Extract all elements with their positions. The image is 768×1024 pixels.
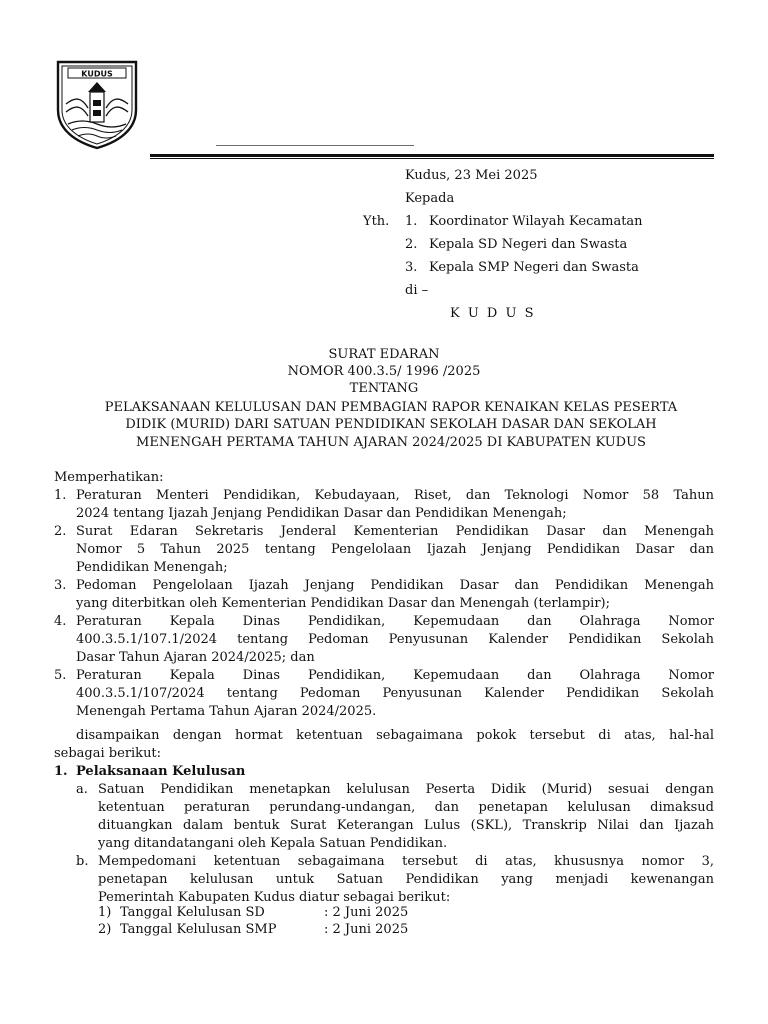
recipient-num: 2.: [405, 237, 418, 252]
letterhead-link-underline: [216, 145, 414, 146]
recipient-num: 3.: [405, 260, 418, 275]
item-line: 2024 tentang Ijazah Jenjang Pendidikan Dasar dan Pendidikan Menengah;: [76, 506, 567, 521]
yth-label: Yth.: [363, 214, 390, 229]
date-value-sd: : 2 Juni 2025: [324, 905, 409, 920]
item-letter: b.: [76, 854, 89, 869]
item-line: 400.3.5.1/107.1/2024 tentang Pedoman Penyusunan Kalender Pendidikan Sekolah: [76, 632, 714, 647]
item-line: Dasar Tahun Ajaran 2024/2025; dan: [76, 650, 315, 665]
item-line: penetapan kelulusan untuk Satuan Pendidikan yang menjadi kewenangan: [98, 872, 714, 887]
date-number: 1): [98, 905, 112, 920]
item-line: Pemerintah Kabupaten Kudus diatur sebagai berikut:: [98, 890, 451, 905]
letterhead-rule-thin: [150, 158, 714, 159]
list-number: 4.: [54, 614, 67, 629]
recipient-num: 1.: [405, 214, 418, 229]
recipient-1: Koordinator Wilayah Kecamatan: [429, 214, 643, 229]
intro-paragraph: [76, 727, 714, 745]
item-letter: a.: [76, 782, 88, 797]
date-label-sd: Tanggal Kelulusan SD: [120, 905, 265, 920]
letter-type: SURAT EDARAN: [328, 347, 440, 362]
considering-item-3: [76, 577, 714, 613]
intro-line: sebagai berikut:: [54, 746, 162, 761]
item-line: Peraturan Kepala Dinas Pendidikan, Kepemudaan dan Olahraga Nomor: [76, 614, 714, 629]
item-line: yang diterbitkan oleh Kementerian Pendidikan Dasar dan Menengah (terlampir);: [76, 596, 610, 611]
item-line: dituangkan dalam bentuk Surat Keterangan Lulus (SKL), Transkrip Nilai dan Ijazah: [98, 818, 714, 833]
list-number: 5.: [54, 668, 67, 683]
subject-line: PELAKSANAAN KELULUSAN DAN PEMBAGIAN RAPOR KENAIKAN KELAS PESERTA: [104, 400, 678, 415]
considering-item-1: [76, 487, 714, 523]
date-number: 2): [98, 922, 112, 937]
list-number: 1.: [54, 488, 67, 503]
section1-item-a: [98, 781, 714, 853]
section-number: 1.: [54, 764, 68, 779]
kepada-label: Kepada: [405, 191, 455, 206]
considering-heading: Memperhatikan:: [54, 470, 164, 485]
recipient-3: Kepala SMP Negeri dan Swasta: [429, 260, 639, 275]
considering-item-4: [76, 613, 714, 667]
place-date: Kudus, 23 Mei 2025: [405, 168, 538, 183]
considering-item-2: [76, 523, 714, 577]
section-title: Pelaksanaan Kelulusan: [76, 764, 246, 779]
city-name: K U D U S: [450, 306, 536, 321]
tentang-label: TENTANG: [349, 381, 419, 396]
item-line: yang ditandatangani oleh Kepala Satuan Pendidikan.: [98, 836, 448, 851]
subject-line: DIDIK (MURID) DARI SATUAN PENDIDIKAN SEKOLAH DASAR DAN SEKOLAH: [125, 417, 657, 432]
list-number: 3.: [54, 578, 67, 593]
item-line: 400.3.5.1/107/2024 tentang Pedoman Penyusunan Kalender Pendidikan Sekolah: [76, 686, 714, 701]
item-line: Mempedomani ketentuan sebagaimana tersebut di atas, khususnya nomor 3,: [98, 854, 714, 869]
date-label-smp: Tanggal Kelulusan SMP: [120, 922, 277, 937]
item-line: Peraturan Menteri Pendidikan, Kebudayaan, Riset, dan Teknologi Nomor 58 Tahun: [76, 488, 714, 503]
subject-line: MENENGAH PERTAMA TAHUN AJARAN 2024/2025 DI KABUPATEN KUDUS: [136, 435, 646, 450]
considering-item-5: [76, 667, 714, 721]
item-line: Satuan Pendidikan menetapkan kelulusan Peserta Didik (Murid) sesuai dengan: [98, 782, 714, 797]
item-line: Nomor 5 Tahun 2025 tentang Pengelolaan Ijazah Jenjang Pendidikan Dasar dan: [76, 542, 714, 557]
item-line: Menengah Pertama Tahun Ajaran 2024/2025.: [76, 704, 377, 719]
list-number: 2.: [54, 524, 67, 539]
letter-number: NOMOR 400.3.5/ 1996 /2025: [287, 364, 481, 379]
item-line: Peraturan Kepala Dinas Pendidikan, Kepemudaan dan Olahraga Nomor: [76, 668, 714, 683]
item-line: ketentuan peraturan perundang-undangan, dan penetapan kelulusan dimaksud: [98, 800, 714, 815]
logo-label: KUDUS: [81, 69, 113, 79]
date-value-smp: : 2 Juni 2025: [324, 922, 409, 937]
di-label: di –: [405, 283, 429, 298]
kudus-coat-of-arms-logo: [52, 58, 142, 152]
item-line: Surat Edaran Sekretaris Jenderal Kementerian Pendidikan Dasar dan Menengah: [76, 524, 714, 539]
section1-item-b: [98, 853, 714, 907]
item-line: Pendidikan Menengah;: [76, 560, 228, 575]
letterhead-rule-thick: [150, 154, 714, 157]
intro-line: disampaikan dengan hormat ketentuan sebagaimana pokok tersebut di atas, hal-hal: [76, 728, 714, 743]
item-line: Pedoman Pengelolaan Ijazah Jenjang Pendidikan Dasar dan Pendidikan Menengah: [76, 578, 714, 593]
recipient-2: Kepala SD Negeri dan Swasta: [429, 237, 628, 252]
